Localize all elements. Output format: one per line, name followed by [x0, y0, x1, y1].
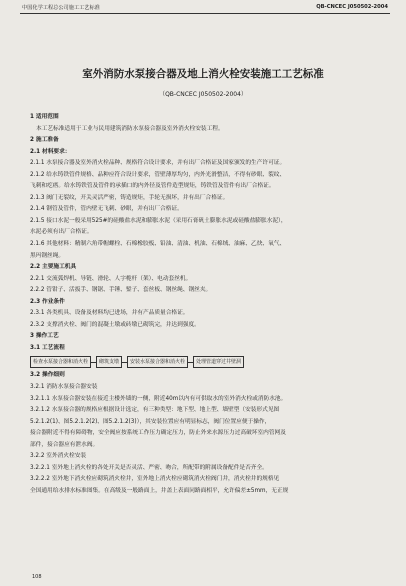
process-flowchart — [30, 355, 386, 369]
text-line: 2.3.2 支撑消火栓、阀门的混凝土墩或砖墩已砌筑完，并达到强度。 — [30, 321, 200, 328]
text-line: 黑玛钢丝绳。 — [30, 252, 65, 259]
text-line: 接合器附近不得有障碍物，安全阀应按系统工作压力确定压力，防止外来水源压力过高破坏室内管网及 — [30, 430, 286, 437]
text-line: 2.1.2 给水铸铁管件规格、品种应符合设计要求，管壁薄厚均匀，内外光滑整洁，不得有砂眼、裂纹、 — [30, 171, 286, 178]
text-line: 2.1.3 阀门无裂纹，开关灵活严密，铸造规矩，手轮无损坏，并有出厂合格证。 — [30, 194, 229, 201]
text-line: 3.2.2 室外消火栓安装 — [30, 453, 87, 460]
text-line: 全国通用给水排水标准图集。在高级及一般路面上，井盖上表面同路面相平，允许偏差±5mm，无正规 — [30, 487, 289, 494]
text-line: 2.1.6 其他材料：精制六角带帽螺栓、石棉橡胶板、铅油、清油、机油、石棉绒、油麻、乙炔、氧气、 — [30, 241, 286, 248]
section-heading: 3.1 工艺流程 — [30, 344, 65, 351]
text-line: 5.2.1.2(1)、图5.2.1.2(2)、图5.2.1.2(3)），其安装位置应有明显标志，阀门位置应便于操作， — [30, 418, 271, 425]
document-code: （QB-CNCEC J050502-2004） — [159, 91, 247, 98]
document-body — [30, 112, 386, 498]
text-line: 3.2.2.2 室外地下消火栓应砌筑消火栓井，室外地上消火栓应砌筑消火栓阀门井，消火栓井的规格见 — [30, 476, 280, 483]
running-header-left: 中国化学工程总公司施工工艺标准 — [22, 5, 100, 11]
text-line: 3.2.1.2 水泵接合器的规格应根据设计选定，有三种类型：地下型、地上型、墙壁型（安装形式见图 — [30, 407, 280, 414]
flow-step: 检查水泵接合器和消火栓 — [30, 356, 91, 368]
flow-step: 处理管道穿过井壁洞 — [193, 356, 244, 368]
text-line: 3.2.1.1 水泵接合器安装在接近主楼外墙的一侧，附近40m以内有可供取水的室外消火栓或消防水池。 — [30, 395, 287, 402]
text-line: 部件，接合器应有泄水阀。 — [30, 441, 99, 448]
text-line: 本工艺标准适用于工业与民用建筑消防水泵接合器及室外消火栓安装工程。 — [36, 125, 224, 132]
section-heading: 2.1 材料要求： — [30, 148, 71, 155]
text-line: 2.2.2 管钳子、活扳手、钢锯、手锤、錾子、套丝板、钢丝绳、钢丝夹。 — [30, 287, 212, 294]
header-rule — [20, 13, 390, 14]
text-line: 2.1.4 钢管及管件，管内壁无飞刺、砂眼，并有出厂合格证。 — [30, 206, 183, 213]
running-header-right: QB-CNCEC J050502-2004 — [316, 4, 388, 10]
document-title: 室外消防水泵接合器及地上消火栓安装施工工艺标准 — [82, 68, 324, 80]
text-line: 2.1.5 接口水泥一般采用525#的硅酸盐水泥和膨胀水泥（采用石膏矾土膨胀水泥或硅酸盐膨胀水泥）， — [30, 217, 287, 224]
text-line: 3.2.2.1 室外地上消火栓的各处开关是否灵活、严密、吻合，所配带的附属设备配件是否齐全。 — [30, 464, 268, 471]
text-line: 水泥必须有出厂合格证。 — [30, 229, 93, 236]
page-number: 108 — [32, 574, 42, 580]
section-heading: 3.2 操作细则 — [30, 372, 65, 379]
section-heading: 2.2 主要施工机具 — [30, 264, 77, 271]
flow-step: 砌筑支墩 — [96, 356, 122, 368]
section-heading: 1 适用范围 — [30, 114, 59, 120]
section-heading: 3 操作工艺 — [30, 333, 59, 340]
flow-step: 安装水泵接合器和消火栓 — [127, 356, 188, 368]
text-line: 3.2.1 消防水泵接合器安装 — [30, 384, 98, 391]
section-heading: 2 施工准备 — [30, 137, 59, 144]
text-line: 2.3.1 各类机具、设备及材料均已进场，并有产品质量合格证。 — [30, 310, 189, 317]
section-heading: 2.3 作业条件 — [30, 298, 65, 305]
text-line: 飞刺和疙瘩。给水铸铁管及管件的承插口的内外径及管件造型规矩，铸铁管及管件有出厂合格证。 — [30, 183, 275, 190]
text-line: 2.2.1 交流弧焊机、导链、滑轮、人字桅杆（架）、电动套丝机。 — [30, 275, 192, 282]
text-line: 2.1.1 水泵接合器及室外消火栓品种、规格符合设计要求，并有出厂合格证及国家颁发的生产许可证。 — [30, 160, 286, 167]
